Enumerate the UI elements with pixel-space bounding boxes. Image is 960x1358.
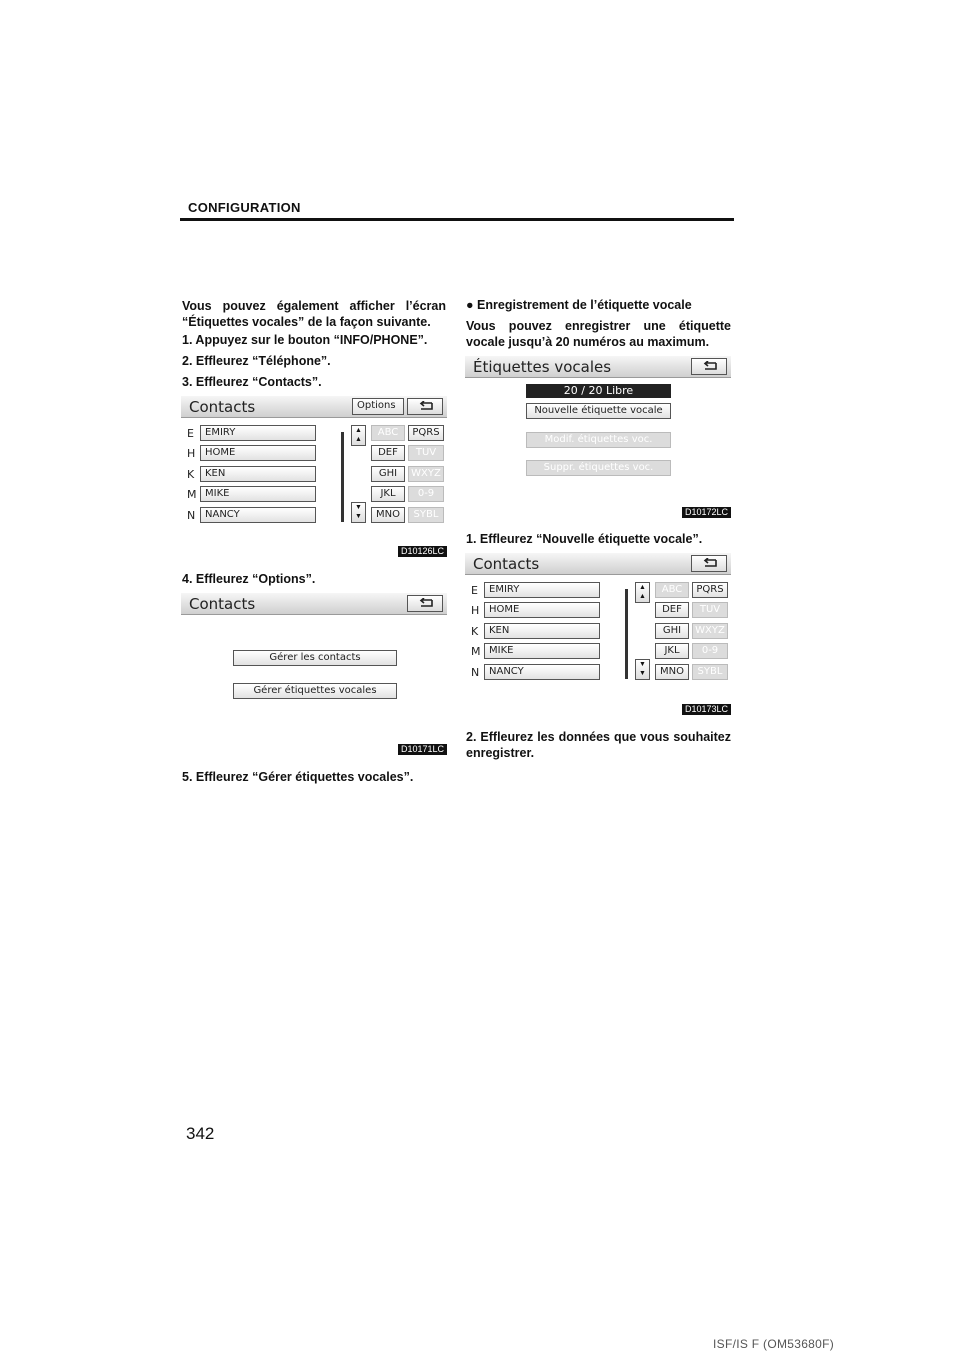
scroll-up-button[interactable]: ▲ ▲ — [635, 582, 650, 603]
screen-title: Étiquettes vocales — [473, 358, 612, 376]
key-pqrs[interactable]: PQRS — [408, 425, 444, 441]
scroll-down-button[interactable]: ▼ ▼ — [351, 502, 366, 523]
bullet-icon: ● — [466, 298, 478, 312]
footer-watermark: ISF/IS F (OM53680F) — [713, 1337, 835, 1351]
back-button[interactable] — [691, 555, 727, 572]
manage-voice-tags-button[interactable]: Gérer étiquettes vocales — [233, 683, 397, 699]
index-letter: K — [187, 468, 195, 481]
scroll-up-button[interactable]: ▲ ▲ — [351, 425, 366, 446]
section-title: CONFIGURATION — [188, 200, 301, 215]
key-jkl[interactable]: JKL — [371, 486, 405, 502]
page-number: 342 — [186, 1124, 215, 1143]
figure-contacts-2 — [465, 553, 731, 715]
key-abc: ABC — [371, 425, 405, 441]
return-arrow-icon — [418, 401, 434, 412]
edit-voice-tags-button: Modif. étiquettes voc. — [526, 432, 671, 448]
key-ghi[interactable]: GHI — [655, 623, 689, 639]
figure-contacts-options — [181, 593, 447, 755]
left-step-5: 5. Effleurez “Gérer étiquettes vocales”. — [182, 770, 414, 784]
key-abc: ABC — [655, 582, 689, 598]
bullet-text: Enregistrement de l’étiquette vocale — [477, 298, 692, 312]
left-step-4: 4. Effleurez “Options”. — [182, 572, 316, 586]
contact-button[interactable]: NANCY — [200, 507, 316, 523]
right-step-2: 2. Effleurez les données que vous souhaitez enregistrer. — [466, 730, 731, 760]
key-tuv: TUV — [692, 602, 728, 618]
key-0-9: 0-9 — [408, 486, 444, 502]
left-intro: Vous pouvez également afficher l’écran “Étiquettes vocales” de la façon suivante. — [182, 299, 446, 329]
left-step-2: 2. Effleurez “Téléphone”. — [182, 354, 331, 368]
contact-button[interactable]: EMIRY — [484, 582, 600, 598]
key-mno[interactable]: MNO — [655, 664, 689, 680]
right-step-1: 1. Effleurez “Nouvelle étiquette vocale”. — [466, 532, 703, 546]
delete-voice-tags-button: Suppr. étiquettes voc. — [526, 460, 671, 476]
key-tuv: TUV — [408, 445, 444, 461]
scroll-down-button[interactable]: ▼ ▼ — [635, 659, 650, 680]
free-slot-counter: 20 / 20 Libre — [526, 384, 671, 398]
index-letter: E — [471, 584, 478, 597]
contact-button[interactable]: MIKE — [484, 643, 600, 659]
contact-button[interactable]: KEN — [484, 623, 600, 639]
index-letter: E — [187, 427, 194, 440]
figure-code: D10173LC — [682, 704, 731, 715]
scrollbar[interactable] — [625, 589, 628, 679]
key-mno[interactable]: MNO — [371, 507, 405, 523]
figure-contacts-1 — [181, 396, 447, 558]
contact-button[interactable]: HOME — [484, 602, 600, 618]
index-letter: M — [471, 645, 481, 658]
key-wxyz: WXYZ — [692, 623, 728, 639]
figure-code: D10172LC — [682, 507, 731, 518]
key-wxyz: WXYZ — [408, 466, 444, 482]
contact-button[interactable]: HOME — [200, 445, 316, 461]
right-bullet-heading — [466, 298, 692, 312]
index-letter: K — [471, 625, 479, 638]
index-letter: N — [187, 509, 196, 522]
figure-code: D10171LC — [398, 744, 447, 755]
screen-title: Contacts — [189, 595, 256, 613]
back-button[interactable] — [691, 358, 727, 375]
index-letter: H — [471, 604, 480, 617]
key-ghi[interactable]: GHI — [371, 466, 405, 482]
contact-button[interactable]: MIKE — [200, 486, 316, 502]
index-letter: M — [187, 488, 197, 501]
screen-title: Contacts — [473, 555, 540, 573]
back-button[interactable] — [407, 595, 443, 612]
figure-code: D10126LC — [398, 546, 447, 557]
manage-contacts-button[interactable]: Gérer les contacts — [233, 650, 397, 666]
screen-title: Contacts — [189, 398, 256, 416]
key-pqrs[interactable]: PQRS — [692, 582, 728, 598]
contact-button[interactable]: KEN — [200, 466, 316, 482]
new-voice-tag-button[interactable]: Nouvelle étiquette vocale — [526, 403, 671, 419]
key-def[interactable]: DEF — [371, 445, 405, 461]
contact-button[interactable]: EMIRY — [200, 425, 316, 441]
index-letter: N — [471, 666, 480, 679]
options-button[interactable]: Options — [352, 398, 404, 415]
left-step-3: 3. Effleurez “Contacts”. — [182, 375, 322, 389]
key-def[interactable]: DEF — [655, 602, 689, 618]
key-sybl: SYBL — [408, 507, 444, 523]
contact-button[interactable]: NANCY — [484, 664, 600, 680]
scrollbar[interactable] — [341, 432, 344, 522]
return-arrow-icon — [702, 558, 718, 569]
back-button[interactable] — [407, 398, 443, 415]
key-0-9: 0-9 — [692, 643, 728, 659]
header-rule — [180, 218, 734, 221]
left-step-1: 1. Appuyez sur le bouton “INFO/PHONE”. — [182, 333, 428, 347]
right-intro: Vous pouvez enregistrer une étiquette vocale jusqu’à 20 numéros au maximum. — [466, 319, 731, 349]
key-jkl[interactable]: JKL — [655, 643, 689, 659]
figure-voice-tags — [465, 356, 731, 518]
key-sybl: SYBL — [692, 664, 728, 680]
return-arrow-icon — [702, 361, 718, 372]
index-letter: H — [187, 447, 196, 460]
return-arrow-icon — [418, 598, 434, 609]
